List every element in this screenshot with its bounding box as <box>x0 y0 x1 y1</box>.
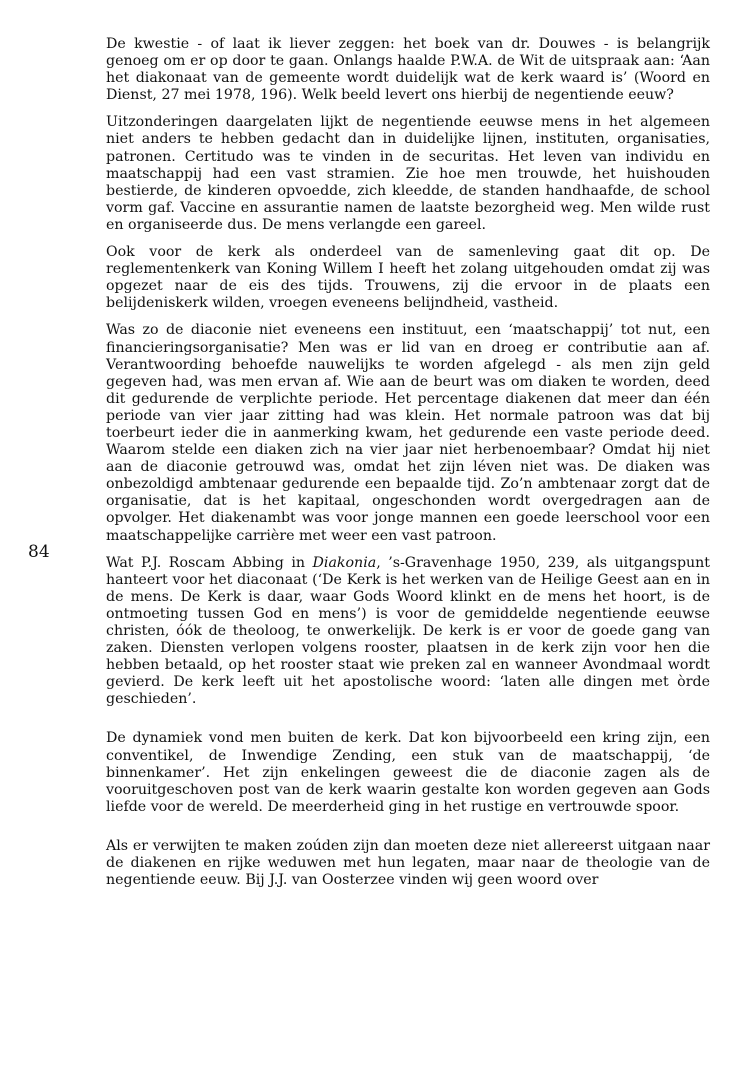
paragraph-7: Als er verwijten te maken zoúden zijn dan moeten deze niet allereerst uitgaan naar de diakenen en rijke weduwen met hun legaten, maar naar de theologie van de negentiende eeuw. Bij J.J. van Oosterzee vinden wij geen woord over <box>106 837 710 889</box>
book-title-diakonia: Diakonia <box>312 554 377 571</box>
paragraph-5 <box>106 555 710 709</box>
paragraph-1: De kwestie - of laat ik liever zeggen: het boek van dr. Douwes - is belangrijk genoeg om er op door te gaan. Onlangs haalde P.W.A. de Wit de uitspraak aan: ‘Aan het diakonaat van de gemeente wordt duidelijk wat de kerk waard is’ (Woord en Dienst, 27 mei 1978, 196). Welk beeld levert ons hierbij de negentiende eeuw? <box>106 36 710 104</box>
paragraph-5-before: Wat P.J. Roscam Abbing in <box>106 554 313 571</box>
paragraph-5-after: , ’s-Gravenhage 1950, 239, als uitgangspunt hanteert voor het diaconaat (‘De Kerk is het werken van de Heilige Geest aan en in de mens. De Kerk is daar, waar Gods Woord klinkt en de mens het hoort, is de ontmoeting tussen God en mens’) is voor de gemiddelde negentiende eeuwse christen, óók de theoloog, te onwerkelijk. De kerk is er voor de goede gang van zaken. Diensten verlopen volgens rooster, plaatsen in de kerk zijn voor hen die hebben betaald, op het rooster staat wie preken zal en wanneer Avondmaal wordt gevierd. De kerk leeft uit het apostolische woord: ‘laten alle dingen met òrde geschieden’. <box>106 554 710 708</box>
page-number: 84 <box>28 542 50 562</box>
paragraph-2: Uitzonderingen daargelaten lijkt de negentiende eeuwse mens in het algemeen niet anders te hebben gedacht dan in duidelijke lijnen, instituten, organisaties, patronen. Certitudo was te vinden in de securitas. Het leven van individu en maatschappij had een vast stramien. Zie hoe men trouwde, het huishouden bestierde, de kinderen opvoedde, zich kleedde, de standen handhaafde, de school vorm gaf. Vaccine en assurantie namen de laatste bezorgheid weg. Men wilde rust en organiseerde dus. De mens verlangde een gareel. <box>106 114 710 233</box>
body-text-column <box>106 36 710 899</box>
paragraph-3: Ook voor de kerk als onderdeel van de samenleving gaat dit op. De reglementenkerk van Koning Willem I heeft het zolang uitgehouden omdat zij was opgezet naar de eis des tijds. Trouwens, zij die ervoor in de plaats een belijdeniskerk wilden, vroegen eveneens belijndheid, vastheid. <box>106 244 710 312</box>
paragraph-6: De dynamiek vond men buiten de kerk. Dat kon bijvoorbeeld een kring zijn, een conventikel, de Inwendige Zending, een stuk van de maatschappij, ‘de binnenkamer’. Het zijn enkelingen geweest die de diaconie zagen als de vooruitgeschoven post van de kerk waarin gestalte kon worden gegeven aan Gods liefde voor de wereld. De meerderheid ging in het rustige en vertrouwde spoor. <box>106 730 710 815</box>
paragraph-4: Was zo de diaconie niet eveneens een instituut, een ‘maatschappij’ tot nut, een financieringsorganisatie? Men was er lid van en droeg er contributie aan af. Verantwoording behoefde nauwelijks te worden afgelegd - als men zijn geld gegeven had, was men ervan af. Wie aan de beurt was om diaken te worden, deed dit gedurende de verplichte periode. Het percentage diakenen dat meer dan één periode van vier jaar zitting had was klein. Het normale patroon was dat bij toerbeurt ieder die in aanmerking kwam, het gedurende een vaste periode deed. Waarom stelde een diaken zich na vier jaar niet herbenoembaar? Omdat hij niet aan de diaconie getrouwd was, omdat het zijn léven niet was. De diaken was onbezoldigd ambtenaar gedurende een bepaalde tijd. Zo’n ambtenaar zorgt dat de organisatie, dat is het kapitaal, ongeschonden wordt overgedragen aan de opvolger. Het diakenambt was voor jonge mannen een goede leerschool voor een maatschappelijke carrière met weer een vast patroon. <box>106 322 710 544</box>
